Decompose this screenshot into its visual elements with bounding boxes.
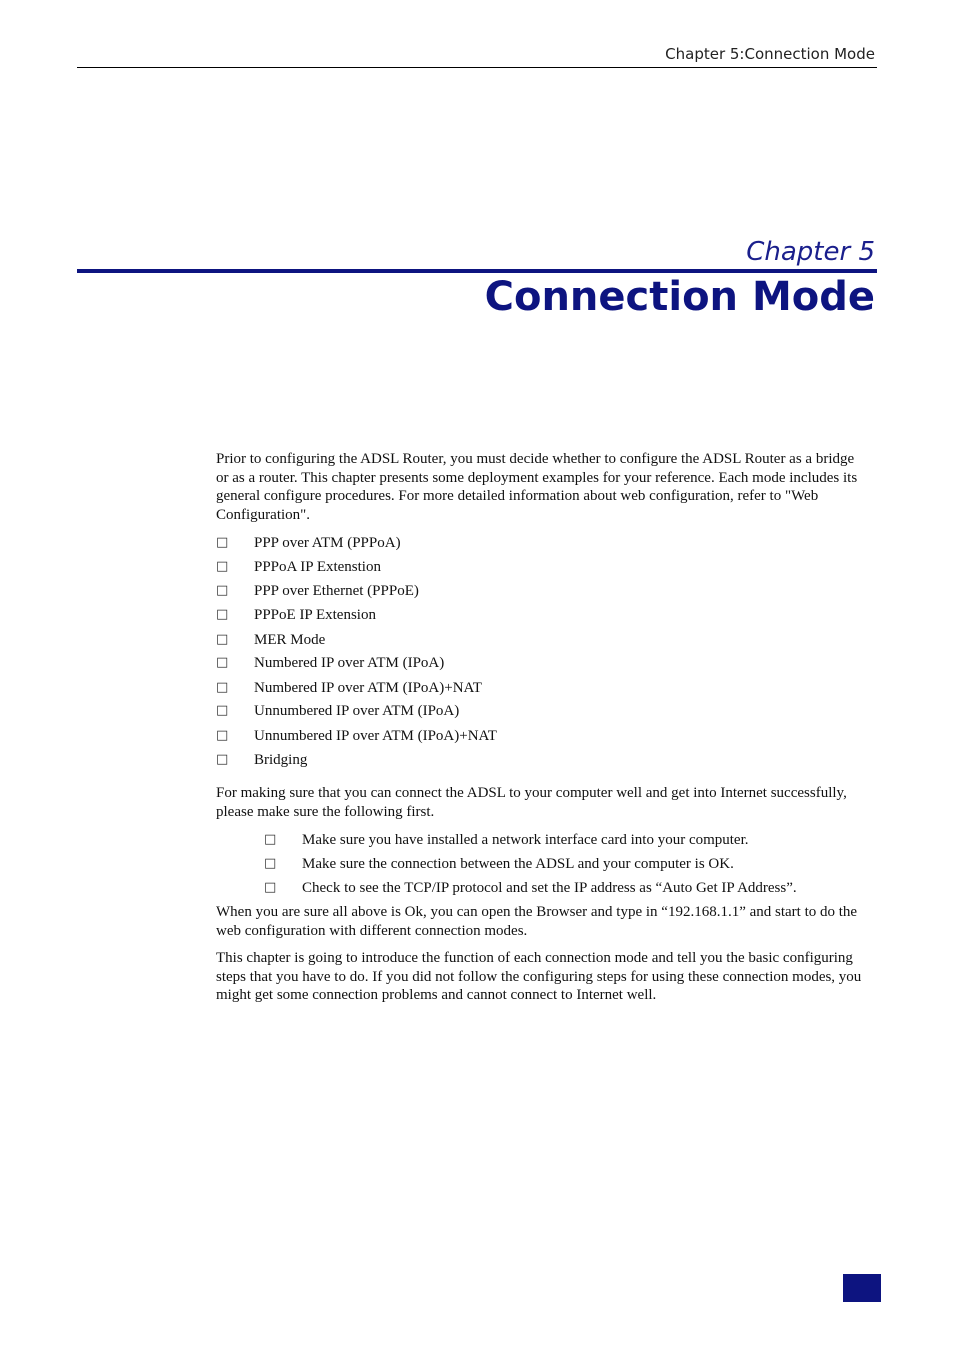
mode-list-item: PPPoA IP Extenstion <box>254 559 381 575</box>
bullet-box-icon: □ <box>216 752 229 767</box>
check-list-item: Check to see the TCP/IP protocol and set the IP address as “Auto Get IP Address”. <box>302 880 797 896</box>
mode-list-item: Unnumbered IP over ATM (IPoA) <box>254 703 460 719</box>
check-list-item: Make sure you have installed a network interface card into your computer. <box>302 832 749 848</box>
running-header: Chapter 5:Connection Mode <box>665 45 875 63</box>
bullet-box-icon: □ <box>216 680 229 695</box>
mode-list-item: PPPoE IP Extension <box>254 607 376 623</box>
mode-list-item: MER Mode <box>254 632 326 648</box>
bullet-box-icon: □ <box>216 632 229 647</box>
bullet-box-icon: □ <box>264 832 277 847</box>
mode-list-item: Numbered IP over ATM (IPoA) <box>254 655 445 671</box>
bullet-box-icon: □ <box>216 728 229 743</box>
bullet-box-icon: □ <box>216 607 229 622</box>
page-number-block <box>843 1274 881 1302</box>
browser-note-paragraph: When you are sure all above is Ok, you can open the Browser and type in “192.168.1.1” and start to do the web configuration with different connection modes. <box>216 904 858 939</box>
bullet-box-icon: □ <box>216 535 229 550</box>
mode-list-item: PPP over Ethernet (PPPoE) <box>254 583 419 599</box>
bullet-box-icon: □ <box>216 583 229 598</box>
mode-list-item: PPP over ATM (PPPoA) <box>254 535 401 551</box>
chapter-divider <box>77 269 877 273</box>
bullet-box-icon: □ <box>216 559 229 574</box>
bullet-box-icon: □ <box>216 703 229 718</box>
header-divider <box>77 67 877 68</box>
bullet-box-icon: □ <box>264 856 277 871</box>
check-list-item: Make sure the connection between the ADSL and your computer is OK. <box>302 856 734 872</box>
intro-paragraph: Prior to configuring the ADSL Router, you must decide whether to configure the ADSL Router as a bridge or as a router. This chapter presents some deployment examples for your reference. Each mode includes its general configure procedures. For more detailed information about web configuration, refer to "Web Configuration". <box>216 451 858 523</box>
chapter-title: Connection Mode <box>484 274 875 320</box>
closing-paragraph: This chapter is going to introduce the function of each connection mode and tell you the basic configuring steps that you have to do. If you did not follow the configuring steps for using these connection modes, you might get some connection problems and cannot connect to Internet well. <box>216 950 862 1003</box>
mode-list-item: Bridging <box>254 752 308 768</box>
mode-list-item: Unnumbered IP over ATM (IPoA)+NAT <box>254 728 497 744</box>
checks-intro-paragraph: For making sure that you can connect the ADSL to your computer well and get into Internet successfully, please make sure the following first. <box>216 785 847 820</box>
bullet-box-icon: □ <box>216 655 229 670</box>
mode-list-item: Numbered IP over ATM (IPoA)+NAT <box>254 680 482 696</box>
chapter-label: Chapter 5 <box>746 237 875 267</box>
bullet-box-icon: □ <box>264 880 277 895</box>
